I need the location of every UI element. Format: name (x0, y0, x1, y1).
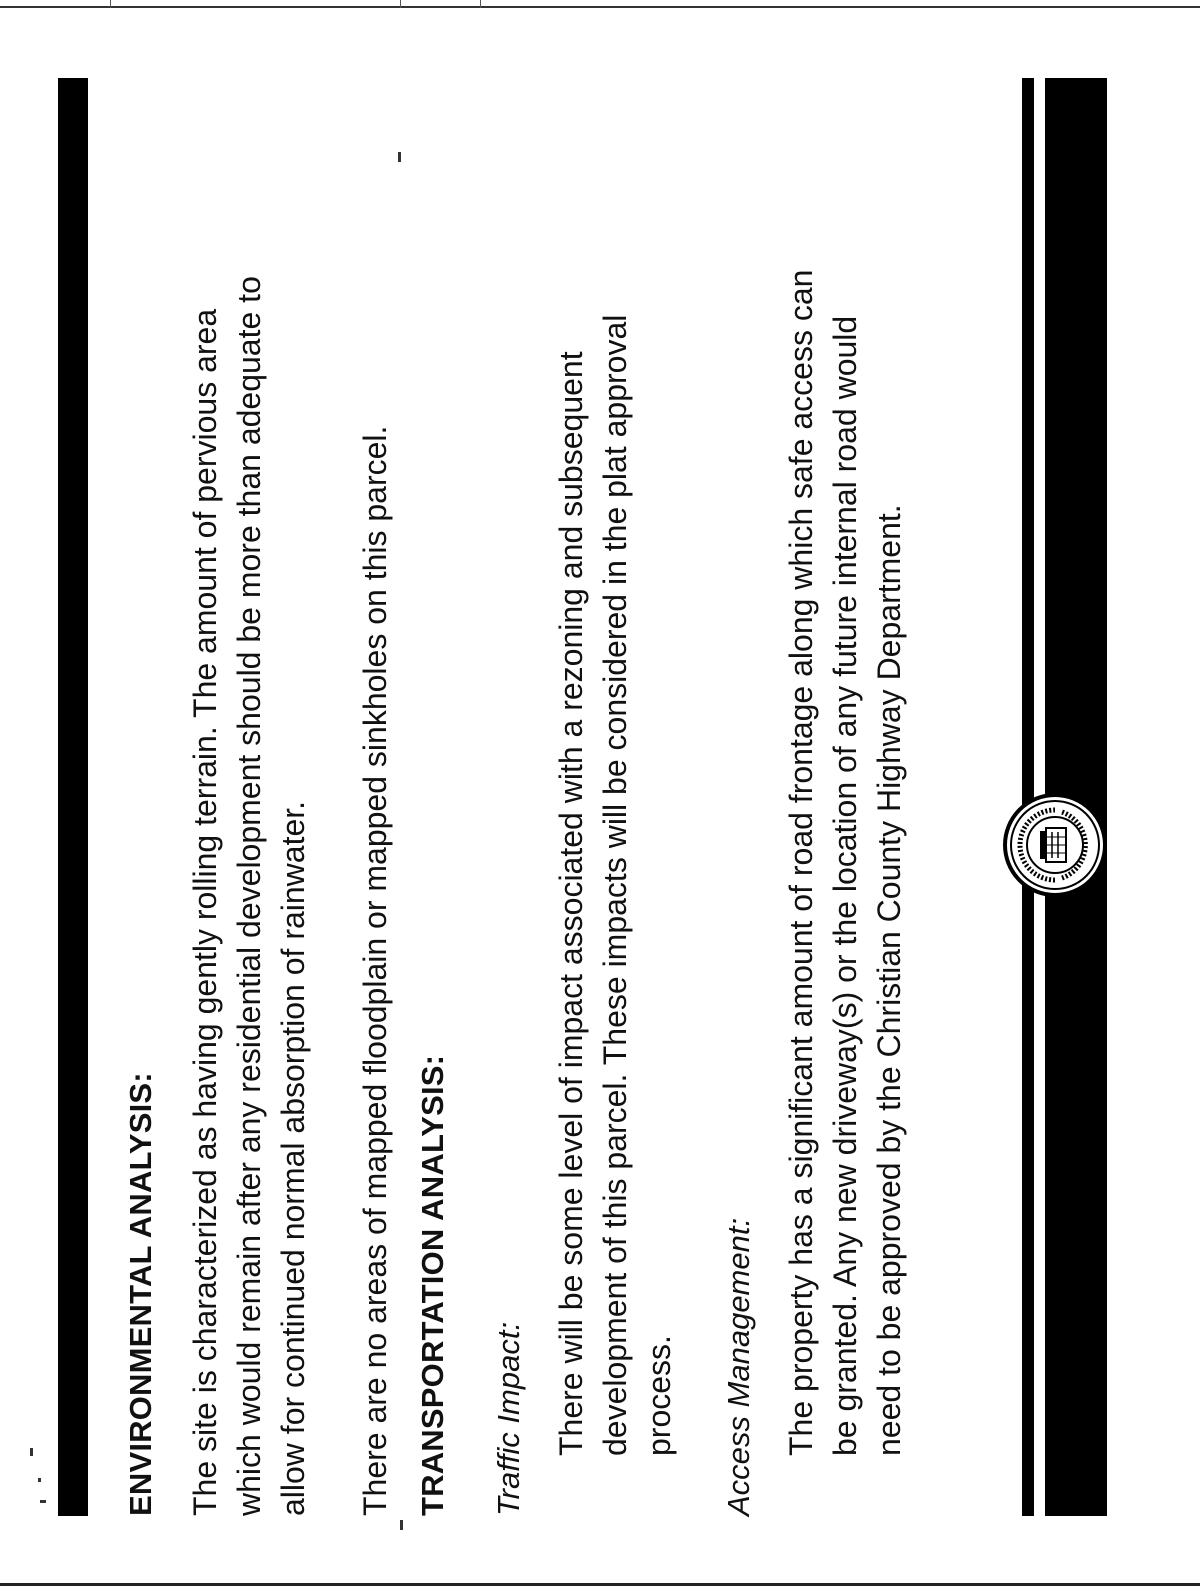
scan-speck (398, 152, 401, 162)
scan-tick (400, 0, 401, 8)
environmental-paragraph-floodplain: There are no areas of mapped floodplain or mapped sinkholes on this parcel. (357, 425, 393, 1516)
scan-tick (480, 0, 481, 8)
traffic-impact-text: There will be some level of impact associated with a rezoning and subsequent development of this parcel. These impacts will be considered in the plat approval process. (553, 314, 677, 1456)
transportation-analysis-title: TRANSPORTATION ANALYSIS: (415, 1054, 450, 1516)
slide-bar-left (58, 78, 88, 1516)
traffic-impact-heading: Traffic Impact: (491, 1321, 526, 1516)
scan-border-bottom (0, 1583, 1200, 1586)
access-management-heading: Access Management: (721, 1217, 756, 1516)
scan-speck (40, 1500, 46, 1503)
slide-content (115, 96, 1015, 1516)
scan-speck (30, 1448, 33, 1456)
environmental-analysis-title: ENVIRONMENTAL ANALYSIS: (123, 1072, 158, 1516)
access-management-text: The property has a significant amount of road frontage along which safe access can be granted. Any new driveway(s) or the location of any future internal road would need to be approved by the Christian County Highway Department. (783, 269, 907, 1456)
scan-speck (400, 1520, 403, 1530)
scan-tick (110, 0, 111, 8)
scan-speck (38, 1478, 41, 1482)
county-seal-logo (1000, 790, 1110, 900)
scan-border-top (0, 6, 1200, 8)
environmental-paragraph-terrain: The site is characterized as having gently rolling terrain. The amount of pervious area which would remain after any residential development should be more than adequate to allow for continued normal absorption of rainwater. (187, 276, 311, 1516)
